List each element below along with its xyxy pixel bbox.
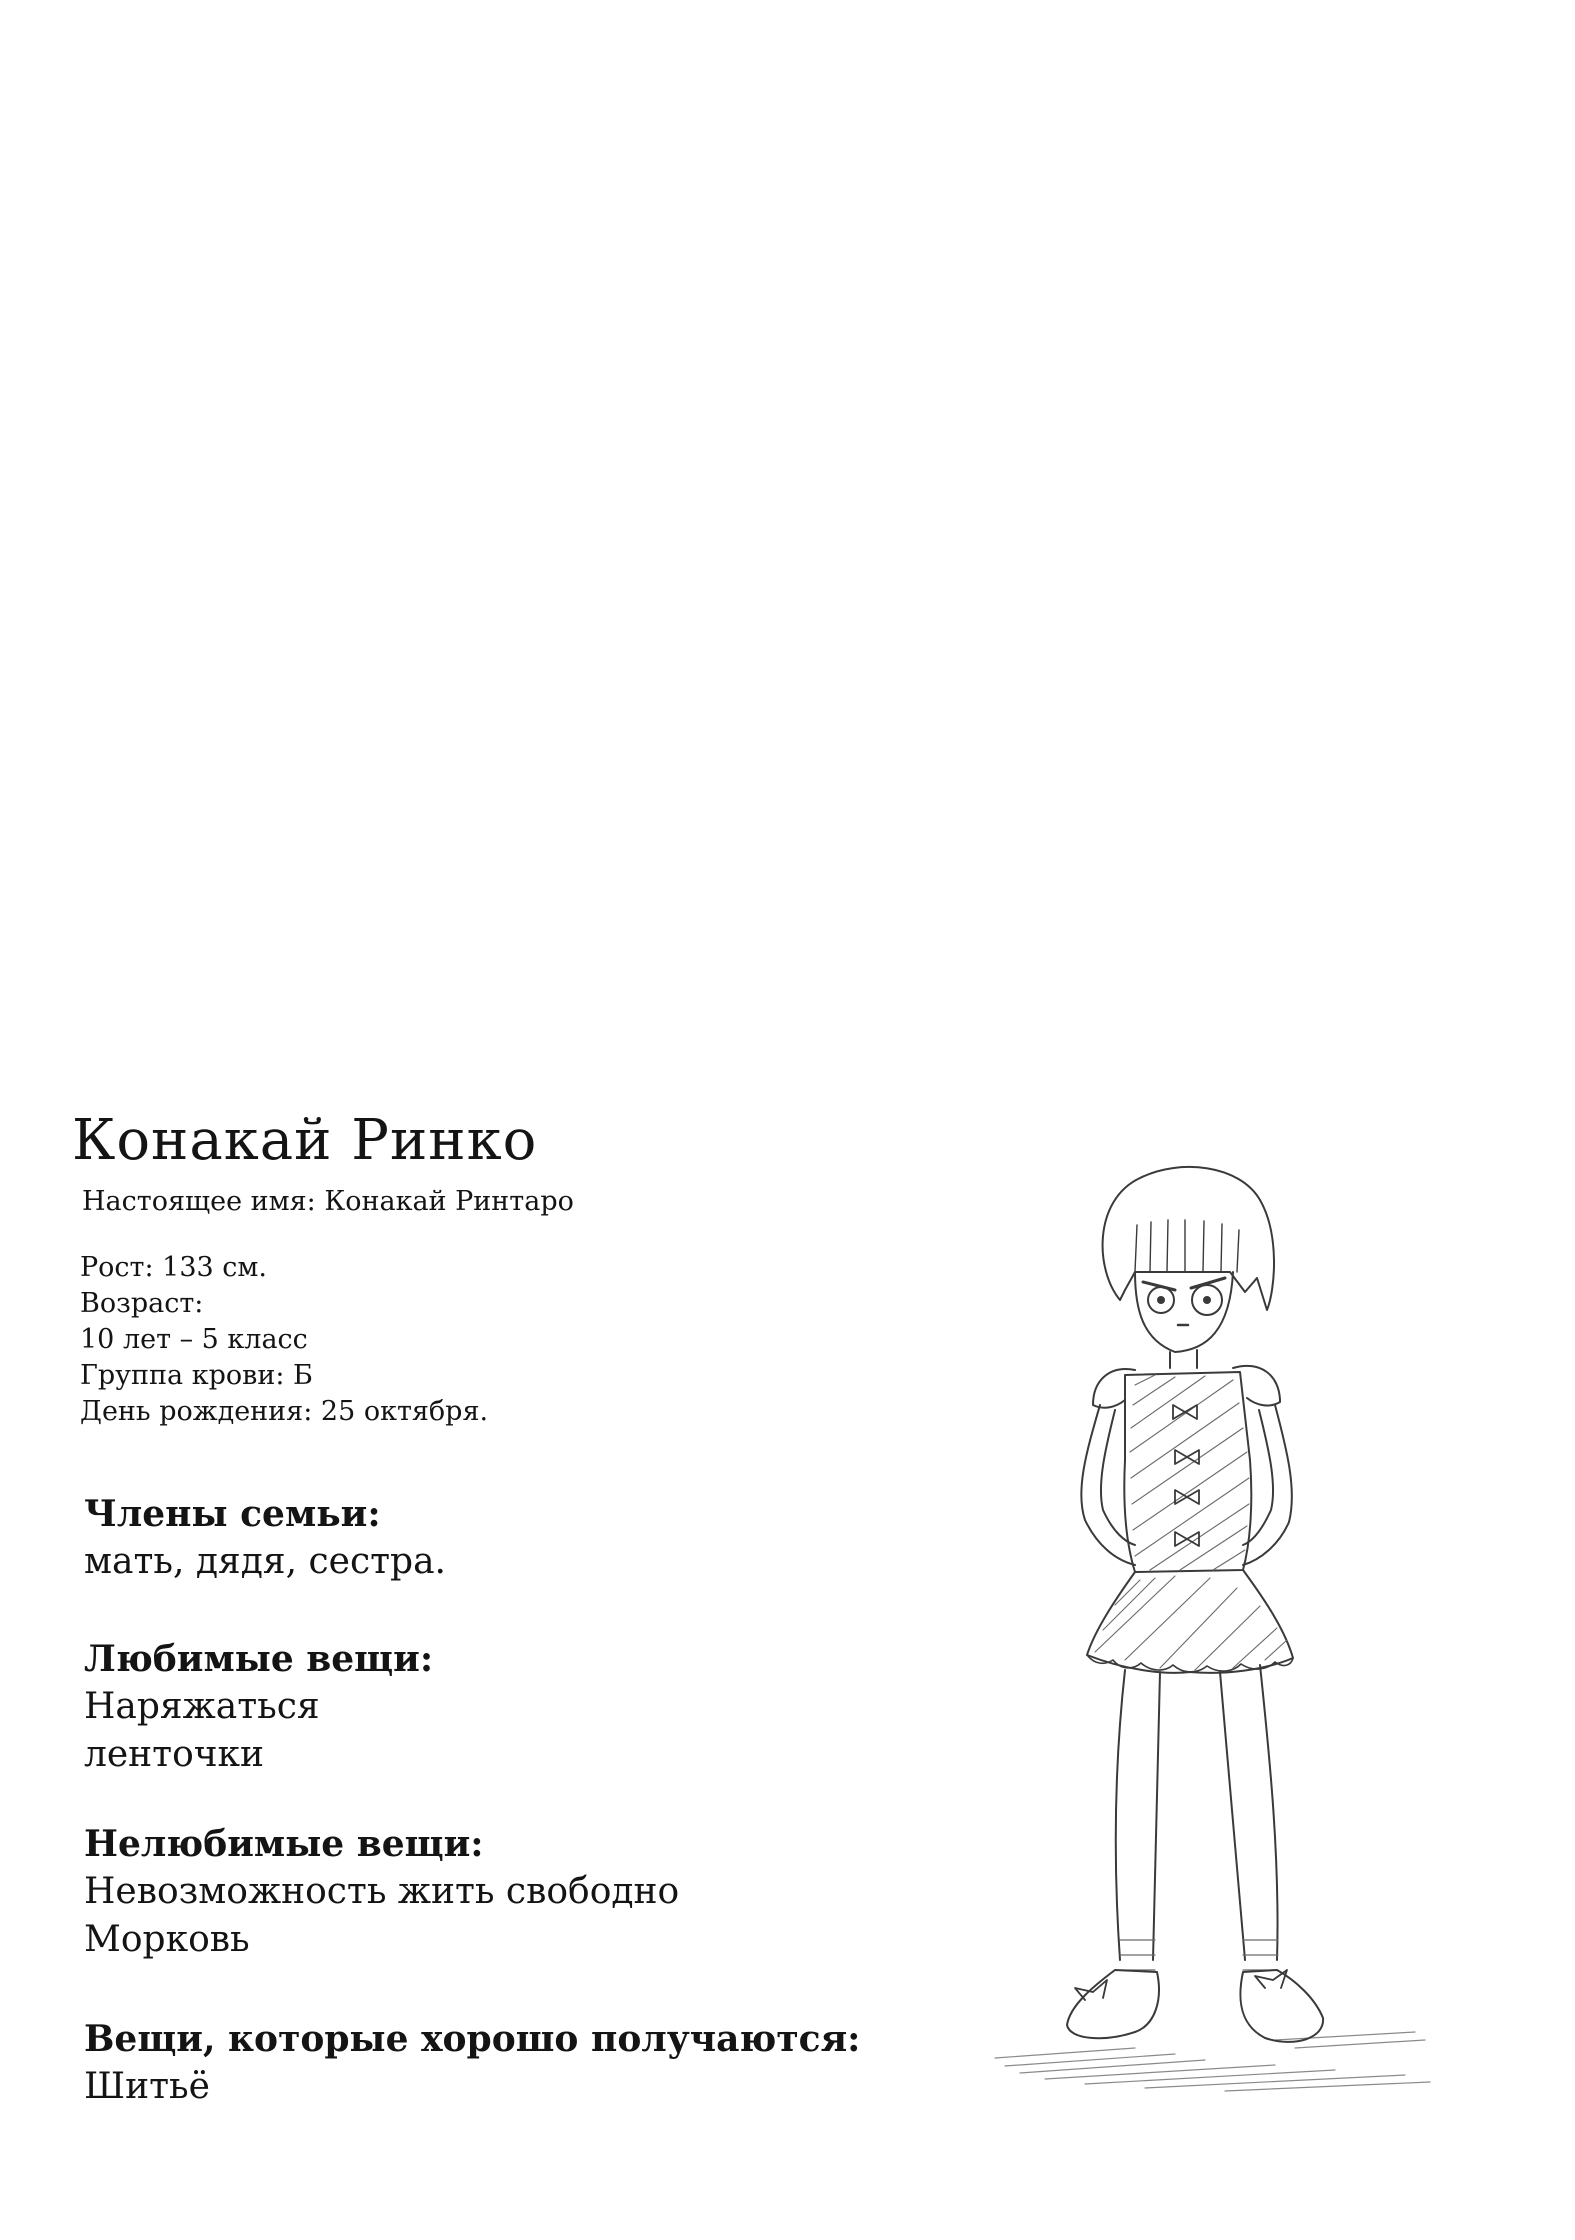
skirt <box>1087 1570 1293 1673</box>
left-arm <box>1081 1405 1135 1565</box>
likes-item: Наряжаться <box>84 1686 320 1727</box>
stats-block <box>80 1250 488 1430</box>
skills-heading: Вещи, которые хорошо получаются: <box>84 2018 861 2060</box>
real-name: Настоящее имя: Конакай Ринтаро <box>82 1186 574 1217</box>
likes-heading: Любимые вещи: <box>84 1638 434 1680</box>
dress-bows <box>1173 1405 1199 1546</box>
dress-top <box>1124 1372 1251 1572</box>
socks <box>1120 1940 1278 1970</box>
skills-section <box>84 2015 860 2111</box>
hair <box>1103 1167 1274 1310</box>
right-leg <box>1220 1665 1278 1960</box>
right-shoe <box>1240 1970 1323 2042</box>
ground-shadow <box>995 2032 1430 2091</box>
stat-birthday: День рождения: 25 октября. <box>80 1396 489 1427</box>
likes-item: ленточки <box>84 1734 265 1775</box>
family-value: мать, дядя, сестра. <box>84 1541 447 1582</box>
character-sketch-illustration <box>975 1160 1445 2095</box>
skills-item: Шитьё <box>84 2066 210 2107</box>
character-name: Конакай Ринко <box>72 1108 538 1173</box>
dislikes-heading: Нелюбимые вещи: <box>84 1823 484 1865</box>
stat-blood-type: Группа крови: Б <box>80 1360 313 1391</box>
stat-age: 10 лет – 5 класс <box>80 1324 308 1355</box>
dislikes-item: Морковь <box>84 1919 250 1960</box>
stat-height: Рост: 133 см. <box>80 1252 267 1283</box>
stat-age-label: Возраст: <box>80 1288 204 1319</box>
likes-section <box>84 1635 433 1779</box>
family-section <box>84 1490 446 1586</box>
left-shoe <box>1067 1970 1159 2038</box>
left-leg <box>1116 1670 1160 1960</box>
dislikes-item: Невозможность жить свободно <box>84 1871 680 1912</box>
dislikes-section <box>84 1820 679 1964</box>
family-heading: Члены семьи: <box>84 1493 381 1535</box>
